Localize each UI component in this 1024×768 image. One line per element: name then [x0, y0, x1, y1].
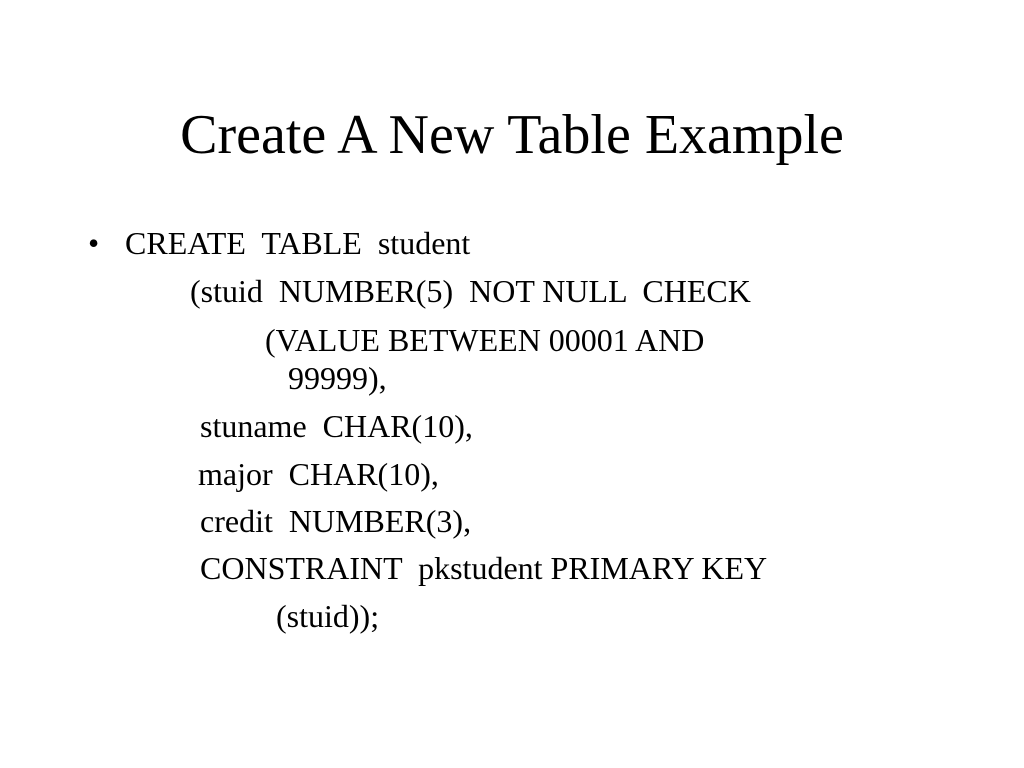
code-line-stuid: (stuid NUMBER(5) NOT NULL CHECK — [190, 273, 751, 309]
code-line-major: major CHAR(10), — [198, 456, 439, 492]
code-line-primary-key-end: (stuid)); — [276, 598, 380, 634]
code-line-stuname: stuname CHAR(10), — [200, 408, 473, 444]
slide-title: Create A New Table Example — [180, 104, 844, 166]
code-line-create-table: CREATE TABLE student — [125, 225, 471, 261]
bullet-marker: • — [88, 225, 100, 261]
code-line-value-between: (VALUE BETWEEN 00001 AND — [265, 322, 705, 358]
code-line-credit: credit NUMBER(3), — [200, 503, 472, 539]
code-line-value-end: 99999), — [288, 360, 387, 396]
code-line-constraint: CONSTRAINT pkstudent PRIMARY KEY — [200, 550, 768, 586]
